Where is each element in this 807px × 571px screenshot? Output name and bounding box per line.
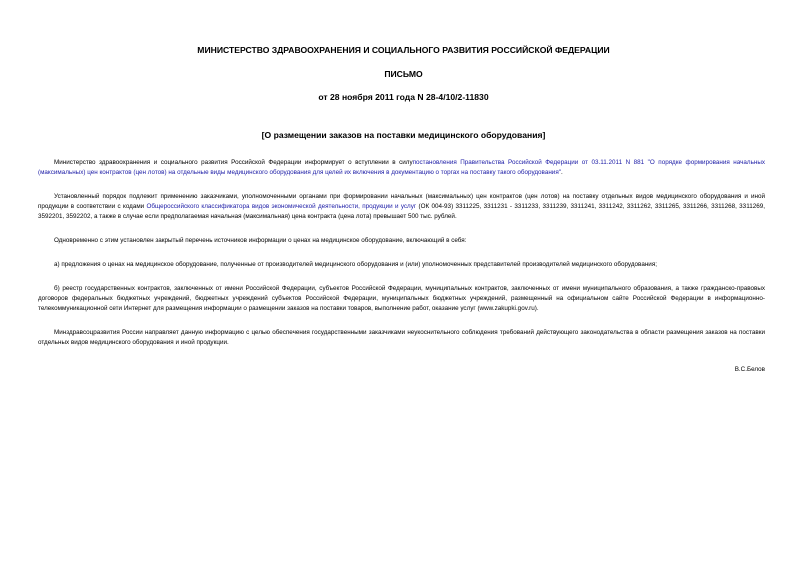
document-body xyxy=(38,158,765,362)
signature: В.С.Белов xyxy=(734,366,765,373)
okdp-classifier-link[interactable]: Общероссийского классификатора видов экономической деятельности, продукции и услуг xyxy=(146,203,417,210)
paragraph-2 xyxy=(38,192,765,222)
paragraph-2-text-start: Установленный порядок подлежит применению заказчиками, уполномоченными органами при формировании начальных (максимальных) цен контрактов (цен лотов) на поставку отдельных видов медицинского оборудования и иной продукции в соответствии с кодами xyxy=(38,193,765,210)
resolution-881-link[interactable]: постановления Правительства Российской Федерации от 03.11.2011 N 881 "О порядке формирования начальных (максимальных) цен контрактов (цен лотов) на отдельные виды медицинского оборудования для целей их включения в документацию о торгах на поставку такого оборудования" xyxy=(38,159,765,176)
document-subject: [О размещении заказов на поставки медицинского оборудования] xyxy=(261,130,546,140)
paragraph-3: Одновременно с этим установлен закрытый перечень источников информации о ценах на медицинское оборудование, включающий в себя: xyxy=(54,237,467,244)
paragraph-1-end: . xyxy=(560,169,563,176)
document-date-number: от 28 ноября 2011 года N 28-4/10/2-11830 xyxy=(318,92,489,102)
paragraph-1-text: Министерство здравоохранения и социального развития Российской Федерации информирует о вступлении в силу xyxy=(54,159,413,166)
paragraph-2-text-end: (ОК 004-93) 3311225, 3311231 - 3311233, 3311239, 3311241, 3311242, 3311262, 3311265, 3311266, 3311268, 3311269, 3592201, 3592202, а также в случае если предполагаемая начальная (максимальная) цена контракта (цена лота) превышает 500 тыс. рублей. xyxy=(38,203,765,220)
paragraph-5: б) реестр государственных контрактов, заключенных от имени Российской Федерации, субъектов Российской Федерации, муниципальных контрактов, заключенных от имени муниципального образования, а также гражданско-правовых договоров федеральных бюджетных учреждений, бюджетных учреждений субъектов Российской Федерации, муниципальных бюджетных учреждений, размещенный на официальном сайте Российской Федерации в информационно-телекоммуникационной сети Интернет для размещения информации о размещении заказов на поставки товаров, выполнение работ, оказание услуг (www.zakupki.gov.ru). xyxy=(38,285,765,312)
ministry-title: МИНИСТЕРСТВО ЗДРАВООХРАНЕНИЯ И СОЦИАЛЬНОГО РАЗВИТИЯ РОССИЙСКОЙ ФЕДЕРАЦИИ xyxy=(197,45,610,55)
paragraph-4: а) предложения о ценах на медицинское оборудование, полученные от производителей медицинского оборудования и (или) уполномоченных представителей производителей медицинского оборудования; xyxy=(54,261,657,268)
paragraph-6: Минздравсоцразвития России направляет данную информацию с целью обеспечения государственными заказчиками неукоснительного соблюдения требований действующего законодательства в области размещения заказов на поставки отдельных видов медицинского оборудования и иной продукции. xyxy=(38,329,765,346)
paragraph-1 xyxy=(38,158,765,178)
document-type: ПИСЬМО xyxy=(384,69,423,79)
